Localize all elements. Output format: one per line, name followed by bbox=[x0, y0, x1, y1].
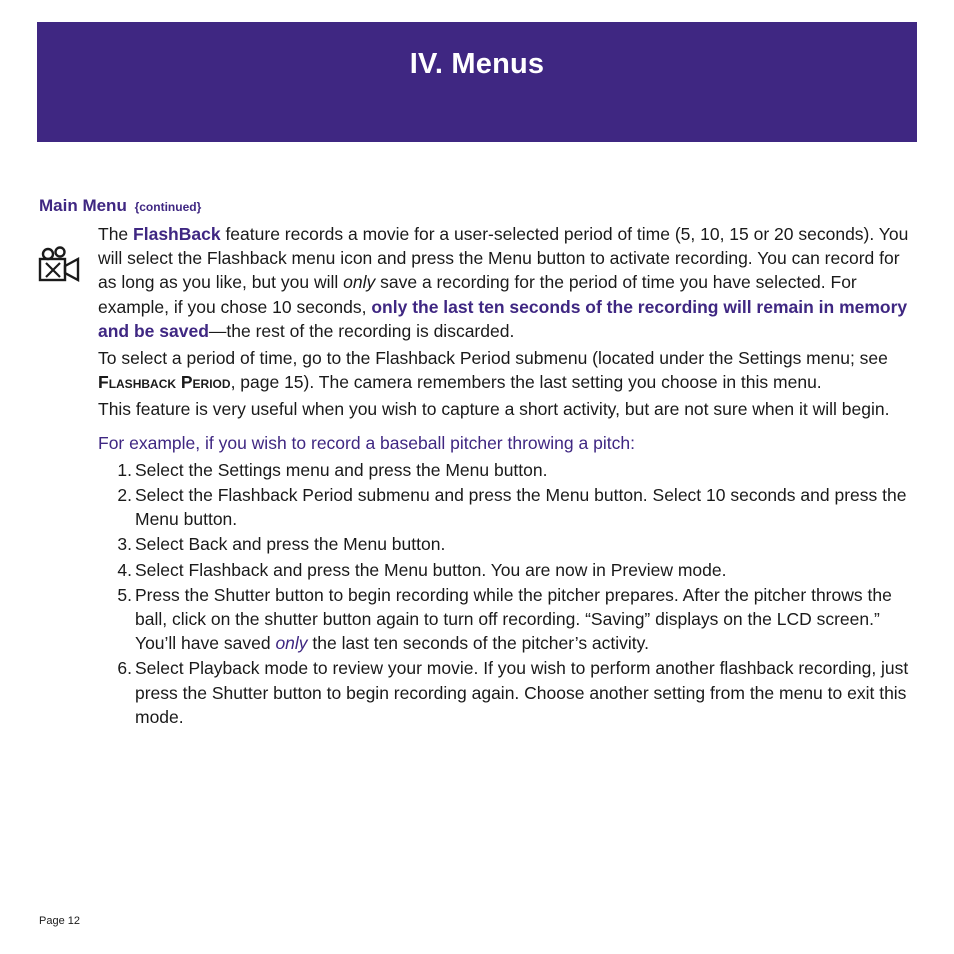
p1-text-b: feature records a movie for a user-selected period of time (5, 10, 15 or 20 seconds). You will select the Flashback menu icon and press the Menu button to activate recording. You can record for as long as you like, but you will bbox=[98, 224, 909, 293]
step-number: 1. bbox=[117, 459, 132, 480]
step-number: 3. bbox=[117, 534, 132, 555]
movie-camera-icon bbox=[38, 246, 82, 284]
step-item bbox=[98, 558, 920, 582]
step5-text-a: Press the Shutter button to begin recording while the pitcher prepares. After the pitcher throws the ball, click on the shutter button again to turn off recording. “Saving” displays on the LCD screen.” You’ll have saved bbox=[135, 584, 892, 654]
step-text bbox=[135, 583, 920, 656]
page-number: Page 12 bbox=[39, 915, 80, 927]
p2-text-b: , page 15). The camera remembers the last setting you choose in this menu. bbox=[230, 372, 822, 393]
step-item bbox=[98, 458, 920, 482]
flashback-term: FlashBack bbox=[133, 224, 221, 244]
example-lead: For example, if you wish to record a baseball pitcher throwing a pitch: bbox=[98, 432, 635, 453]
section-heading bbox=[39, 196, 201, 216]
p1-highlight: only the last ten seconds of the recording will remain in memory and be saved bbox=[98, 296, 908, 341]
section-title: Main Menu bbox=[39, 196, 127, 215]
flashback-period-reference: Flashback Period bbox=[98, 372, 231, 393]
section-continued: {continued} bbox=[134, 200, 202, 214]
step-item bbox=[98, 532, 920, 556]
paragraph-flashback bbox=[98, 222, 920, 343]
step-number: 6. bbox=[117, 658, 132, 679]
chapter-title: IV. Menus bbox=[409, 48, 545, 80]
chapter-banner bbox=[37, 22, 917, 142]
p1-text-d: —the rest of the recording is discarded. bbox=[208, 320, 515, 341]
body-text bbox=[98, 222, 920, 730]
step-list bbox=[98, 458, 920, 729]
step5-text-b: the last ten seconds of the pitcher’s activity. bbox=[307, 633, 649, 654]
p1-text-a: The bbox=[98, 224, 134, 244]
p1-only-emphasis: only bbox=[343, 272, 376, 293]
step-number: 5. bbox=[117, 584, 132, 605]
step-text: Select the Flashback Period submenu and press the Menu button. Select 10 seconds and press the Menu button. bbox=[135, 485, 907, 530]
step-item bbox=[98, 483, 920, 531]
step-number: 4. bbox=[117, 559, 132, 580]
step-text: Select Flashback and press the Menu button. You are now in Preview mode. bbox=[135, 559, 727, 580]
step-item bbox=[98, 656, 920, 729]
step-number: 2. bbox=[117, 485, 132, 506]
step-item bbox=[98, 583, 920, 656]
step5-only-emphasis: only bbox=[275, 633, 308, 654]
paragraph-usage: This feature is very useful when you wish to capture a short activity, but are not sure when it will begin. bbox=[98, 399, 890, 420]
p2-text-a: To select a period of time, go to the Flashback Period submenu (located under the Settings menu; see bbox=[98, 348, 888, 369]
step-text: Select Back and press the Menu button. bbox=[135, 534, 446, 555]
step-text: Select Playback mode to review your movie. If you wish to perform another flashback recording, just press the Shutter button to begin recording again. Choose another setting from the menu to exit this mode. bbox=[135, 658, 909, 727]
step-text: Select the Settings menu and press the Menu button. bbox=[135, 459, 548, 480]
p1-text-c: save a recording for the period of time you have selected. For example, if you chose 10 seconds, bbox=[98, 272, 857, 317]
paragraph-period bbox=[98, 346, 920, 394]
